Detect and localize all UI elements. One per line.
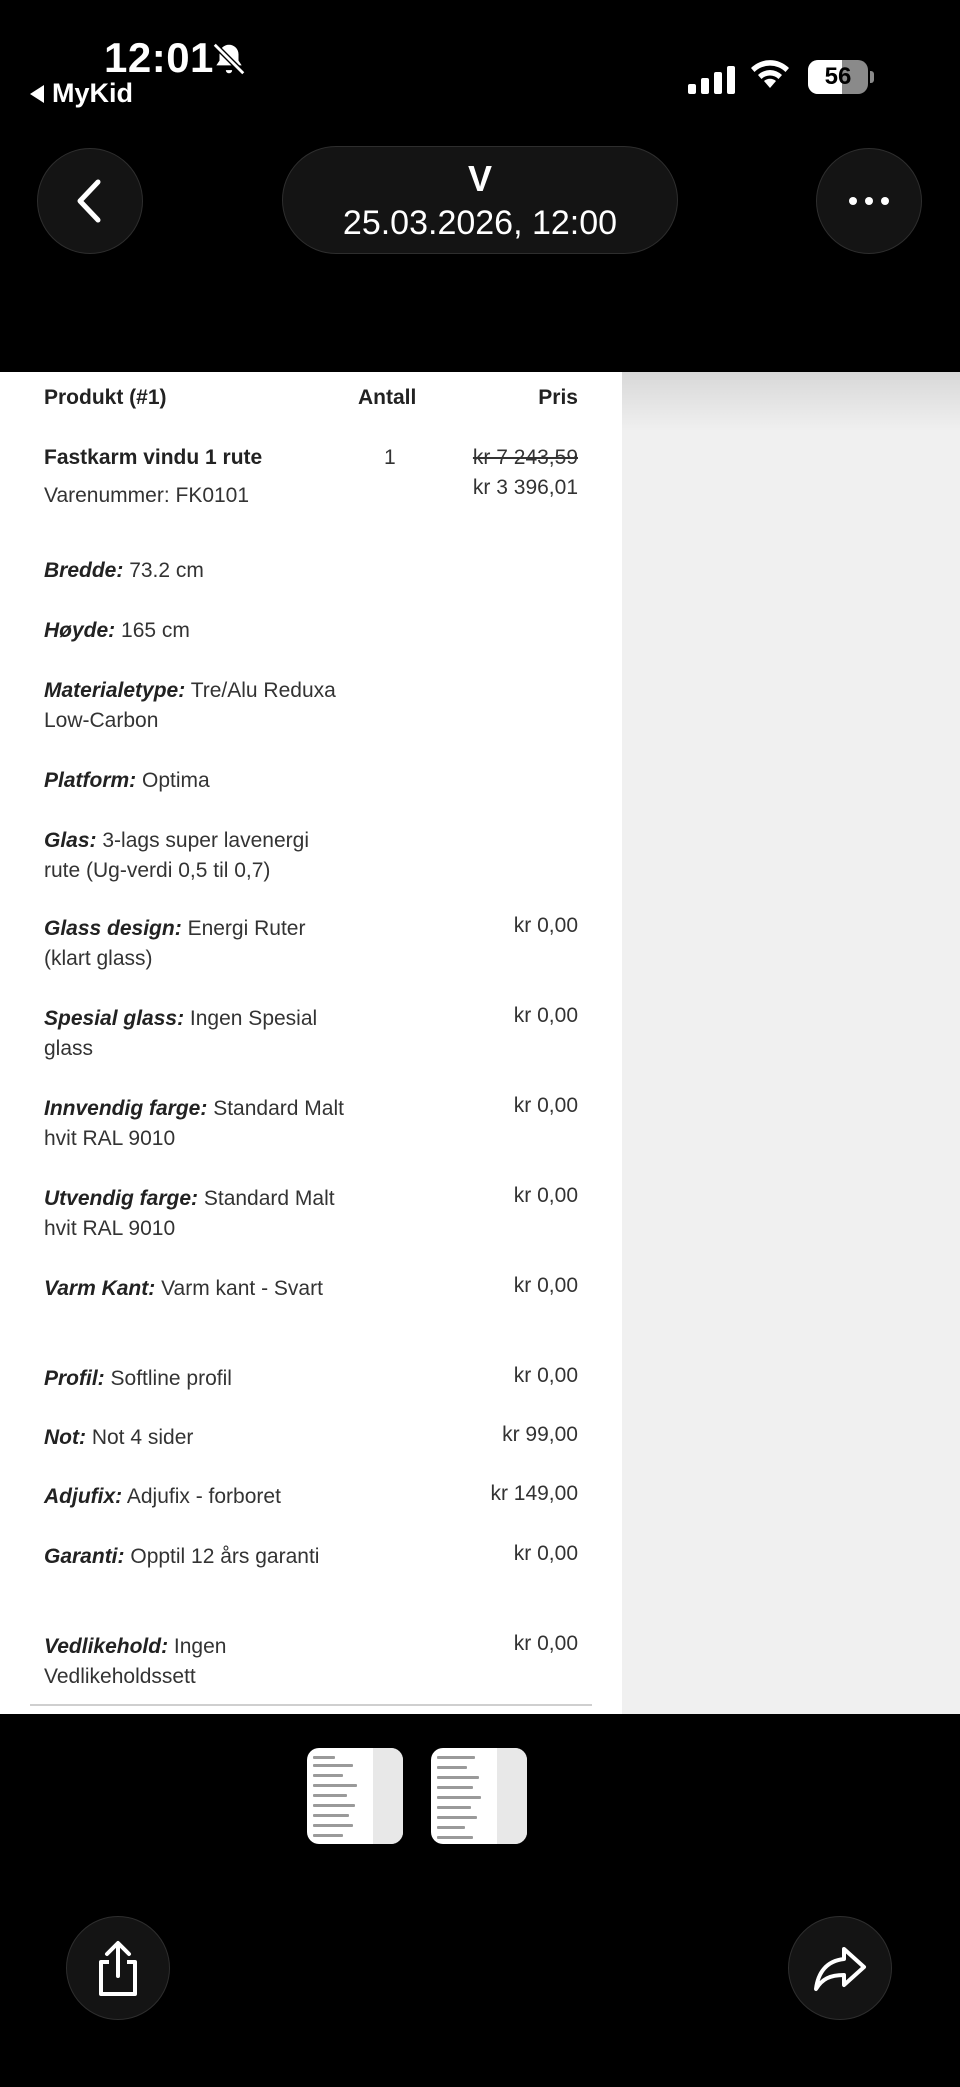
back-app-label: MyKid bbox=[52, 78, 133, 108]
attribute-price: kr 0,00 bbox=[513, 1364, 578, 1387]
divider bbox=[30, 1704, 592, 1706]
document-page bbox=[0, 372, 622, 1714]
attribute-price: kr 0,00 bbox=[513, 1542, 578, 1565]
column-header-price: Pris bbox=[538, 386, 578, 409]
document-viewer[interactable] bbox=[0, 372, 960, 1714]
page-title: V bbox=[467, 158, 492, 199]
attribute-row: Innvendig farge: Standard Malt hvit RAL 9010 bbox=[44, 1097, 344, 1150]
share-button[interactable] bbox=[66, 1916, 170, 2020]
page-subtitle: 25.03.2026, 12:00 bbox=[342, 204, 618, 242]
attribute-row: Glas: 3-lags super lavenergi rute (Ug-verdi 0,5 til 0,7) bbox=[44, 829, 309, 882]
back-triangle-icon bbox=[30, 85, 44, 103]
cellular-signal-icon bbox=[688, 64, 735, 94]
product-item-number: Varenummer: FK0101 bbox=[44, 484, 250, 507]
ellipsis-icon bbox=[849, 197, 889, 205]
chevron-left-icon bbox=[70, 176, 110, 226]
back-to-app-link[interactable] bbox=[30, 78, 133, 109]
attribute-price: kr 149,00 bbox=[490, 1482, 578, 1505]
share-icon bbox=[93, 1938, 143, 1998]
column-header-quantity: Antall bbox=[358, 386, 417, 409]
page-thumbnail-1[interactable] bbox=[307, 1748, 403, 1844]
attribute-price: kr 0,00 bbox=[513, 1184, 578, 1207]
attribute-row: Glass design: Energi Ruter (klart glass) bbox=[44, 917, 306, 970]
attribute-row: Profil: Softline profil bbox=[44, 1367, 232, 1390]
wifi-icon bbox=[748, 56, 792, 90]
bell-slash-icon bbox=[210, 40, 248, 78]
column-header-product: Produkt (#1) bbox=[44, 386, 167, 409]
battery-level: 56 bbox=[824, 63, 852, 90]
attribute-row: Platform: Optima bbox=[44, 769, 210, 792]
attribute-row: Not: Not 4 sider bbox=[44, 1426, 194, 1449]
attribute-row: Garanti: Opptil 12 års garanti bbox=[44, 1545, 320, 1568]
price-original: kr 7 243,59 bbox=[472, 446, 578, 469]
attribute-row: Spesial glass: Ingen Spesial glass bbox=[44, 1007, 318, 1060]
forward-button[interactable] bbox=[788, 1916, 892, 2020]
attribute-row: Bredde: 73.2 cm bbox=[44, 559, 204, 582]
attribute-price: kr 0,00 bbox=[513, 1632, 578, 1655]
status-time: 12:01 bbox=[104, 34, 214, 81]
more-button[interactable] bbox=[816, 148, 922, 254]
attribute-price: kr 99,00 bbox=[502, 1423, 578, 1446]
attribute-row: Høyde: 165 cm bbox=[44, 619, 190, 642]
back-button[interactable] bbox=[37, 148, 143, 254]
attribute-price: kr 0,00 bbox=[513, 1004, 578, 1027]
attribute-row: Materialetype: Tre/Alu Reduxa Low-Carbon bbox=[44, 679, 336, 732]
price-discounted: kr 3 396,01 bbox=[472, 476, 578, 499]
attribute-row: Vedlikehold: Ingen Vedlikeholdssett bbox=[44, 1635, 227, 1688]
page-thumbnail-2[interactable] bbox=[431, 1748, 527, 1844]
attribute-price: kr 0,00 bbox=[513, 1094, 578, 1117]
battery-indicator bbox=[808, 60, 874, 94]
attribute-row: Utvendig farge: Standard Malt hvit RAL 9010 bbox=[44, 1187, 335, 1240]
attribute-price: kr 0,00 bbox=[513, 914, 578, 937]
attribute-price: kr 0,00 bbox=[513, 1274, 578, 1297]
title-pill bbox=[282, 146, 678, 254]
attribute-row: Varm Kant: Varm kant - Svart bbox=[44, 1277, 323, 1300]
product-name: Fastkarm vindu 1 rute bbox=[44, 446, 263, 469]
attribute-row: Adjufix: Adjufix - forboret bbox=[44, 1485, 281, 1508]
forward-icon bbox=[812, 1943, 868, 1993]
product-quantity: 1 bbox=[384, 446, 396, 469]
